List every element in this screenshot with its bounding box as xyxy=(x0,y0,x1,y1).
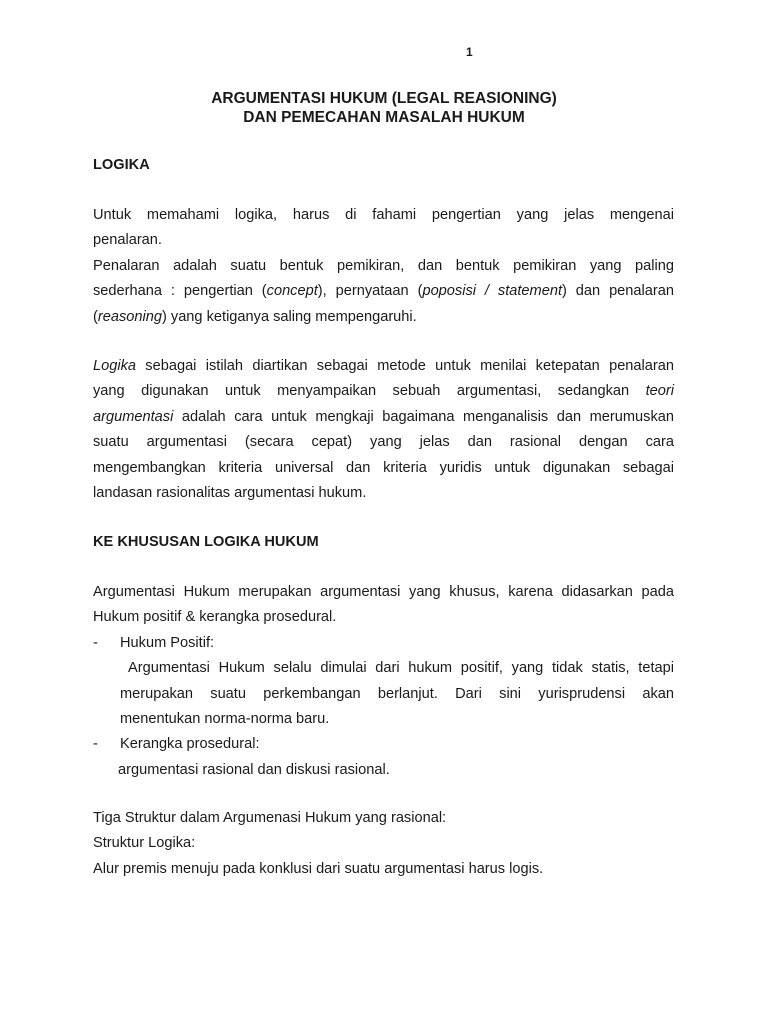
text-line: Penalaran adalah suatu bentuk pemikiran, dan bentuk pemikiran yang paling xyxy=(93,257,674,274)
document-title xyxy=(0,89,768,127)
title-line-2: DAN PEMECAHAN MASALAH HUKUM xyxy=(243,109,525,126)
text-line: menentukan norma-norma baru. xyxy=(120,711,330,728)
list-item-label: Kerangka prosedural: xyxy=(120,736,260,753)
text-line: Alur premis menuju pada konklusi dari suatu argumentasi harus logis. xyxy=(93,860,544,877)
text-line: Logika sebagai istilah diartikan sebagai metode untuk menilai ketepatan penalaran xyxy=(93,358,674,374)
list-item-hukum-positif xyxy=(93,631,674,656)
list-dash: - xyxy=(93,736,98,753)
text-line: Argumentasi Hukum merupakan argumentasi yang khusus, karena didasarkan pada xyxy=(93,584,674,600)
paragraph-logika-definition xyxy=(93,354,674,506)
text-line: mengembangkan kriteria universal dan kriteria yuridis untuk digunakan sebagai xyxy=(93,459,674,476)
text-line: merupakan suatu perkembangan berlanjut. Dari sini yurisprudensi akan xyxy=(120,685,674,702)
list-item-kerangka xyxy=(93,732,674,757)
list-item-body xyxy=(93,758,674,783)
text-line: Struktur Logika: xyxy=(93,835,196,852)
section-heading-logika: LOGIKA xyxy=(93,157,150,173)
text-line: (reasoning) yang ketiganya saling mempengaruhi. xyxy=(93,308,417,325)
text-line: Hukum positif & kerangka prosedural. xyxy=(93,609,337,626)
text-line: Untuk memahami logika, harus di fahami pengertian yang jelas mengenai xyxy=(93,207,674,223)
paragraph-kekhususan xyxy=(93,580,674,783)
list-item-label: Hukum Positif: xyxy=(120,634,215,651)
text-line: yang digunakan untuk menyampaikan sebuah argumentasi, sedangkan teori xyxy=(93,383,674,400)
text-line: sederhana : pengertian (concept), pernyataan (poposisi / statement) dan penalaran xyxy=(93,283,674,300)
text-line: penalaran. xyxy=(93,232,162,249)
page-number: 1 xyxy=(466,45,473,59)
section-heading-kekhususan: KE KHUSUSAN LOGIKA HUKUM xyxy=(93,534,319,550)
text-line: argumentasi rasional dan diskusi rasional. xyxy=(118,761,390,778)
text-line: suatu argumentasi (secara cepat) yang jelas dan rasional dengan cara xyxy=(93,434,674,451)
title-line-1: ARGUMENTASI HUKUM (LEGAL REASIONING) xyxy=(211,90,557,107)
paragraph-tiga-struktur xyxy=(93,806,674,882)
text-line: argumentasi adalah cara untuk mengkaji bagaimana menganalisis dan merumuskan xyxy=(93,408,674,425)
list-item-body xyxy=(93,656,674,732)
paragraph-penalaran xyxy=(93,203,674,330)
text-line: landasan rasionalitas argumentasi hukum. xyxy=(93,485,367,502)
text-line: Argumentasi Hukum selalu dimulai dari hukum positif, yang tidak statis, tetapi xyxy=(128,660,674,677)
list-dash: - xyxy=(93,634,98,651)
text-line: Tiga Struktur dalam Argumenasi Hukum yang rasional: xyxy=(93,810,447,826)
